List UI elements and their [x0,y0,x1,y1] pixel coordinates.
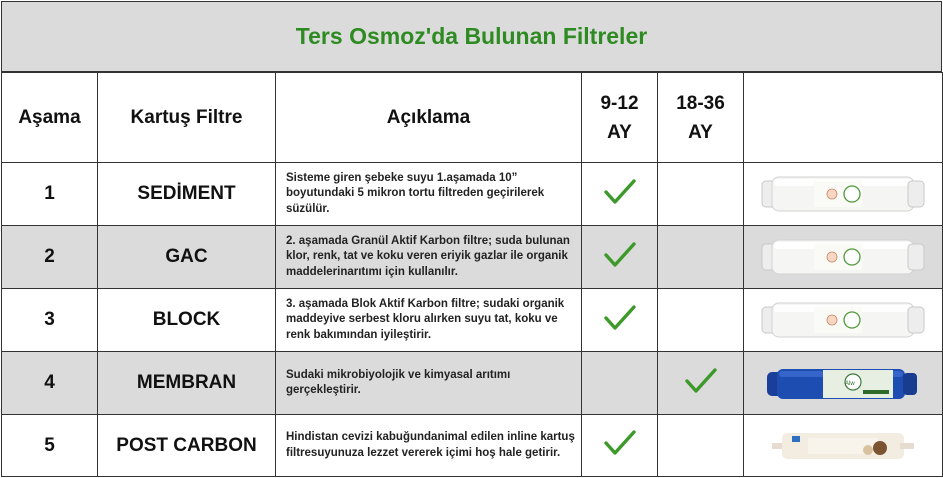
check-cell-9-12 [582,352,658,415]
inline-post-carbon-cartridge-icon [744,424,942,468]
check-cell-18-36 [658,415,744,477]
check-cell-18-36 [658,352,744,415]
checkmark-icon-svg [603,303,637,333]
cartridge-name-cell: BLOCK [98,289,276,352]
table-row [2,352,943,415]
header-stage: Aşama [2,73,98,163]
stage-cell: 3 [2,289,98,352]
table-row [2,163,943,226]
check-cell-18-36 [658,226,744,289]
stage-cell: 5 [2,415,98,477]
table-row [2,226,943,289]
cartridge-name-cell: GAC [98,226,276,289]
white-filter-cartridge-icon [744,234,942,280]
checkmark-icon-svg [603,428,637,458]
white-filter-cartridge-icon [744,297,942,343]
filter-table [1,72,943,477]
blue-membrane-cartridge-icon [744,362,942,404]
cartridge-image-cell [744,352,943,415]
table-row [2,415,943,477]
check-cell-9-12 [582,163,658,226]
cartridge-image-cell [744,163,943,226]
stage-cell: 4 [2,352,98,415]
header-18-36-months [658,73,744,163]
svg-text:Alw: Alw [845,381,855,387]
check-cell-9-12 [582,289,658,352]
white-filter-cartridge-icon [744,171,942,217]
description-cell: Hindistan cevizi kabuğundanimal edilen inline kartuş filtresuyunuza lezzet vererek içimi hoş hale getirir. [276,415,582,477]
stage-cell: 1 [2,163,98,226]
check-cell-9-12 [582,226,658,289]
checkmark-icon [684,366,718,396]
cartridge-name-cell: SEDİMENT [98,163,276,226]
checkmark-icon-svg [603,177,637,207]
checkmark-icon-svg [684,366,718,396]
check-cell-18-36 [658,289,744,352]
checkmark-icon [603,240,637,270]
checkmark-icon-svg [603,240,637,270]
cartridge-name-cell: MEMBRAN [98,352,276,415]
check-cell-9-12 [582,415,658,477]
header-18-36-line1: 18-36 [676,92,725,114]
header-description: Açıklama [276,73,582,163]
description-cell: 2. aşamada Granül Aktif Karbon filtre; suda bulunan klor, renk, tat ve koku veren eriyik gazlar ile organik maddelerinarıtımı için kullanılır. [276,226,582,289]
page-title: Ters Osmoz'da Bulunan Filtreler [295,23,648,49]
description-cell: 3. aşamada Blok Aktif Karbon filtre; sudaki organik maddeyive serbest kloru alırken suyu tat, koku ve renk bakımından iyileştirir. [276,289,582,352]
header-9-12-line2: AY [607,121,632,143]
header-18-36-line2: AY [688,121,713,143]
checkmark-icon [603,428,637,458]
header-9-12-months [582,73,658,163]
header-image [744,73,943,163]
table-row [2,289,943,352]
cartridge-image-cell [744,289,943,352]
stage-cell: 2 [2,226,98,289]
description-cell: Sudaki mikrobiyolojik ve kimyasal arıtımı gerçekleştirir. [276,352,582,415]
header-cartridge: Kartuş Filtre [98,73,276,163]
cartridge-image-cell [744,226,943,289]
header-row [2,73,943,163]
cartridge-image-cell [744,415,943,477]
check-cell-18-36 [658,163,744,226]
header-9-12-line1: 9-12 [600,92,639,114]
checkmark-icon [603,177,637,207]
cartridge-name-cell: POST CARBON [98,415,276,477]
description-cell: Sisteme giren şebeke suyu 1.aşamada 10” boyutundaki 5 mikron tortu filtreden geçirilerek süzülür. [276,163,582,226]
title-bar [1,1,942,72]
checkmark-icon [603,303,637,333]
